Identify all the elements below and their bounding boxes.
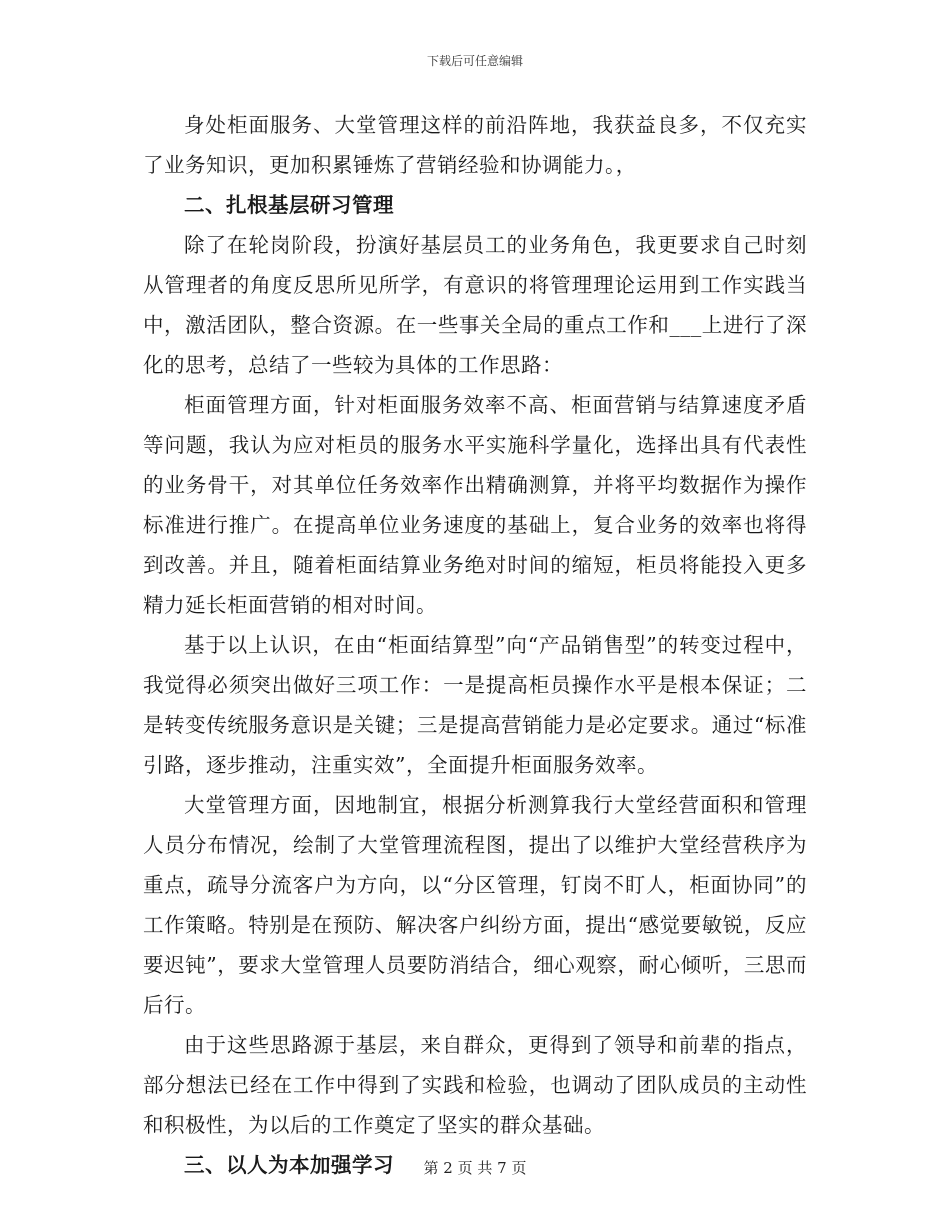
page-header: 下载后可任意编辑 <box>426 54 523 68</box>
paragraph-5: 大堂管理方面，因地制宜，根据分析测算我行大堂经营面积和管理人员分布情况，绘制了大堂管理流程图，提出了以维护大堂经营秩序为重点，疏导分流客户为方向，以“分区管理，钉岗不盯人，柜面协同”的工作策略。特别是在预防、解决客户纠纷方面，提出“感觉要敏锐，反应要迟钝”，要求大堂管理人员要防消结合，细心观察，耐心倾听，三思而后行。 <box>143 793 807 1017</box>
document-body <box>143 105 807 1185</box>
section-heading-3: 三、以人为本加强学习 <box>184 1153 394 1177</box>
paragraph-3: 柜面管理方面，针对柜面服务效率不高、柜面营销与结算速度矛盾等问题，我认为应对柜员的服务水平实施科学量化，选择出具有代表性的业务骨干，对其单位任务效率作出精确测算，并将平均数据作为操作标准进行推广。在提高单位业务速度的基础上，复合业务的效率也将得到改善。并且，随着柜面结算业务绝对时间的缩短，柜员将能投入更多精力延长柜面营销的相对时间。 <box>143 393 807 617</box>
page-number: 第 2 页 共 7 页 <box>423 1159 527 1177</box>
section-heading-2: 二、扎根基层研习管理 <box>184 193 394 217</box>
paragraph-6: 由于这些思路源于基层，来自群众，更得到了领导和前辈的指点，部分想法已经在工作中得到了实践和检验，也调动了团队成员的主动性和积极性，为以后的工作奠定了坚实的群众基础。 <box>143 1033 807 1137</box>
paragraph-4: 基于以上认识，在由“柜面结算型”向“产品销售型”的转变过程中，我觉得必须突出做好三项工作：一是提高柜员操作水平是根本保证；二是转变传统服务意识是关键；三是提高营销能力是必定要求。通过“标准引路，逐步推动，注重实效”，全面提升柜面服务效率。 <box>143 633 807 777</box>
paragraph-2: 除了在轮岗阶段，扮演好基层员工的业务角色，我更要求自己时刻从管理者的角度反思所见所学，有意识的将管理理论运用到工作实践当中，激活团队，整合资源。在一些事关全局的重点工作和___上进行了深化的思考，总结了一些较为具体的工作思路： <box>143 233 807 377</box>
paragraph-1: 身处柜面服务、大堂管理这样的前沿阵地，我获益良多，不仅充实了业务知识，更加积累锤炼了营销经验和协调能力。， <box>143 113 807 177</box>
